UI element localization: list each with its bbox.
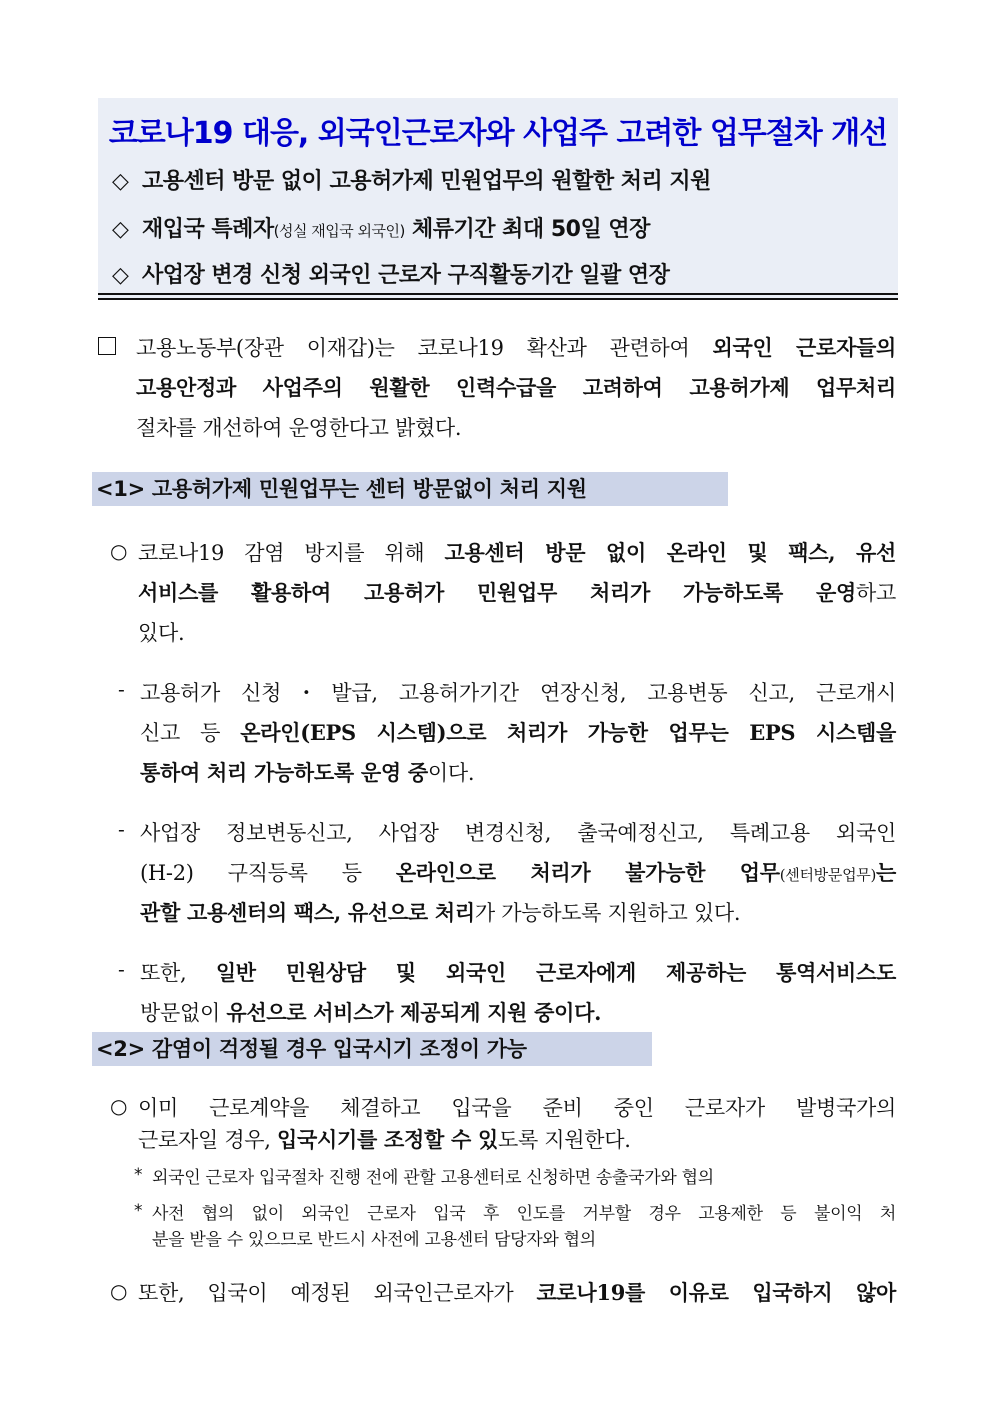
summary-bullet-1: ◇ 고용센터 방문 없이 고용허가제 민원업무의 원할한 처리 지원	[112, 169, 711, 194]
s1-d2-line-2: (H-2) 구직등록 등 온라인으로 처리가 불가능한 업무(센터방문업무)는	[140, 860, 896, 885]
circle-bullet-icon: ○	[110, 1094, 128, 1118]
asterisk-mark: *	[134, 1165, 143, 1185]
s1-d1-line-3: 통하여 처리 가능하도록 운영 중이다.	[140, 760, 475, 785]
circle-bullet-icon: ○	[110, 1279, 128, 1303]
dash-bullet-icon: -	[118, 677, 125, 701]
diamond-icon: ◇	[112, 263, 129, 288]
s1-p1-line-1: 코로나19 감염 방지를 위해 고용센터 방문 없이 온라인 및 팩스, 유선	[138, 540, 896, 565]
summary-header-box	[98, 98, 898, 298]
s1-d2-line-3: 관할 고용센터의 팩스, 유선으로 처리가 가능하도록 지원하고 있다.	[140, 900, 741, 925]
s1-p1-line-3: 있다.	[138, 621, 185, 645]
dash-bullet-icon: -	[118, 957, 125, 981]
summary-bullet-2: ◇ 재입국 특례자(성실 재입국 외국인) 체류기간 최대 50일 연장	[112, 217, 650, 242]
header-rule-top	[98, 293, 898, 295]
s1-p1-line-2: 서비스를 활용하여 고용허가 민원업무 처리가 가능하도록 운영하고	[138, 580, 896, 605]
dash-bullet-icon: -	[118, 817, 125, 841]
s1-d1-line-1: 고용허가 신청・발급, 고용허가기간 연장신청, 고용변동 신고, 근로개시	[140, 681, 896, 705]
intro-line-2: 고용안정과 사업주의 원활한 인력수급을 고려하여 고용허가제 업무처리	[136, 375, 896, 400]
section-1-heading: <1> 고용허가제 민원업무는 센터 방문없이 처리 지원	[92, 472, 728, 506]
s1-d1-line-2: 신고 등 온라인(EPS 시스템)으로 처리가 가능한 업무는 EPS 시스템을	[140, 720, 897, 745]
note-2-line-2: 분을 받을 수 있으므로 반드시 사전에 고용센터 담당자와 협의	[152, 1230, 596, 1250]
s2-p1-line-1: 이미 근로계약을 체결하고 입국을 준비 중인 근로자가 발병국가의	[138, 1096, 896, 1120]
circle-bullet-icon: ○	[110, 539, 128, 563]
note-1-line-1: 외국인 근로자 입국절차 진행 전에 관할 고용센터로 신청하면 송출국가와 협의	[152, 1168, 714, 1188]
s1-d3-line-2: 방문없이 유선으로 서비스가 제공되게 지원 중이다.	[140, 1000, 602, 1025]
diamond-icon: ◇	[112, 217, 129, 242]
s2-p1-line-2: 근로자일 경우, 입국시기를 조정할 수 있도록 지원한다.	[138, 1127, 631, 1152]
asterisk-mark: *	[134, 1201, 143, 1221]
intro-line-3: 절차를 개선하여 운영한다고 밝혔다.	[136, 416, 462, 440]
summary-bullet-3: ◇ 사업장 변경 신청 외국인 근로자 구직활동기간 일괄 연장	[112, 263, 670, 288]
note-2-line-1: 사전 협의 없이 외국인 근로자 입국 후 인도를 거부할 경우 고용제한 등 불이익 처	[152, 1204, 896, 1224]
header-rule-bottom	[98, 298, 898, 300]
page-title: 코로나19 대응, 외국인근로자와 사업주 고려한 업무절차 개선	[108, 116, 888, 151]
section-2-heading: <2> 감염이 걱정될 경우 입국시기 조정이 가능	[92, 1032, 652, 1066]
s1-d3-line-1: 또한, 일반 민원상담 및 외국인 근로자에게 제공하는 통역서비스도	[140, 960, 896, 985]
s2-p2-line-1: 또한, 입국이 예정된 외국인근로자가 코로나19를 이유로 입국하지 않아	[138, 1280, 896, 1305]
diamond-icon: ◇	[112, 169, 129, 194]
intro-line-1: 고용노동부(장관 이재갑)는 코로나19 확산과 관련하여 외국인 근로자들의	[136, 335, 896, 360]
s1-d2-line-1: 사업장 정보변동신고, 사업장 변경신청, 출국예정신고, 특례고용 외국인	[140, 821, 896, 845]
checkbox-square-icon	[98, 337, 116, 355]
